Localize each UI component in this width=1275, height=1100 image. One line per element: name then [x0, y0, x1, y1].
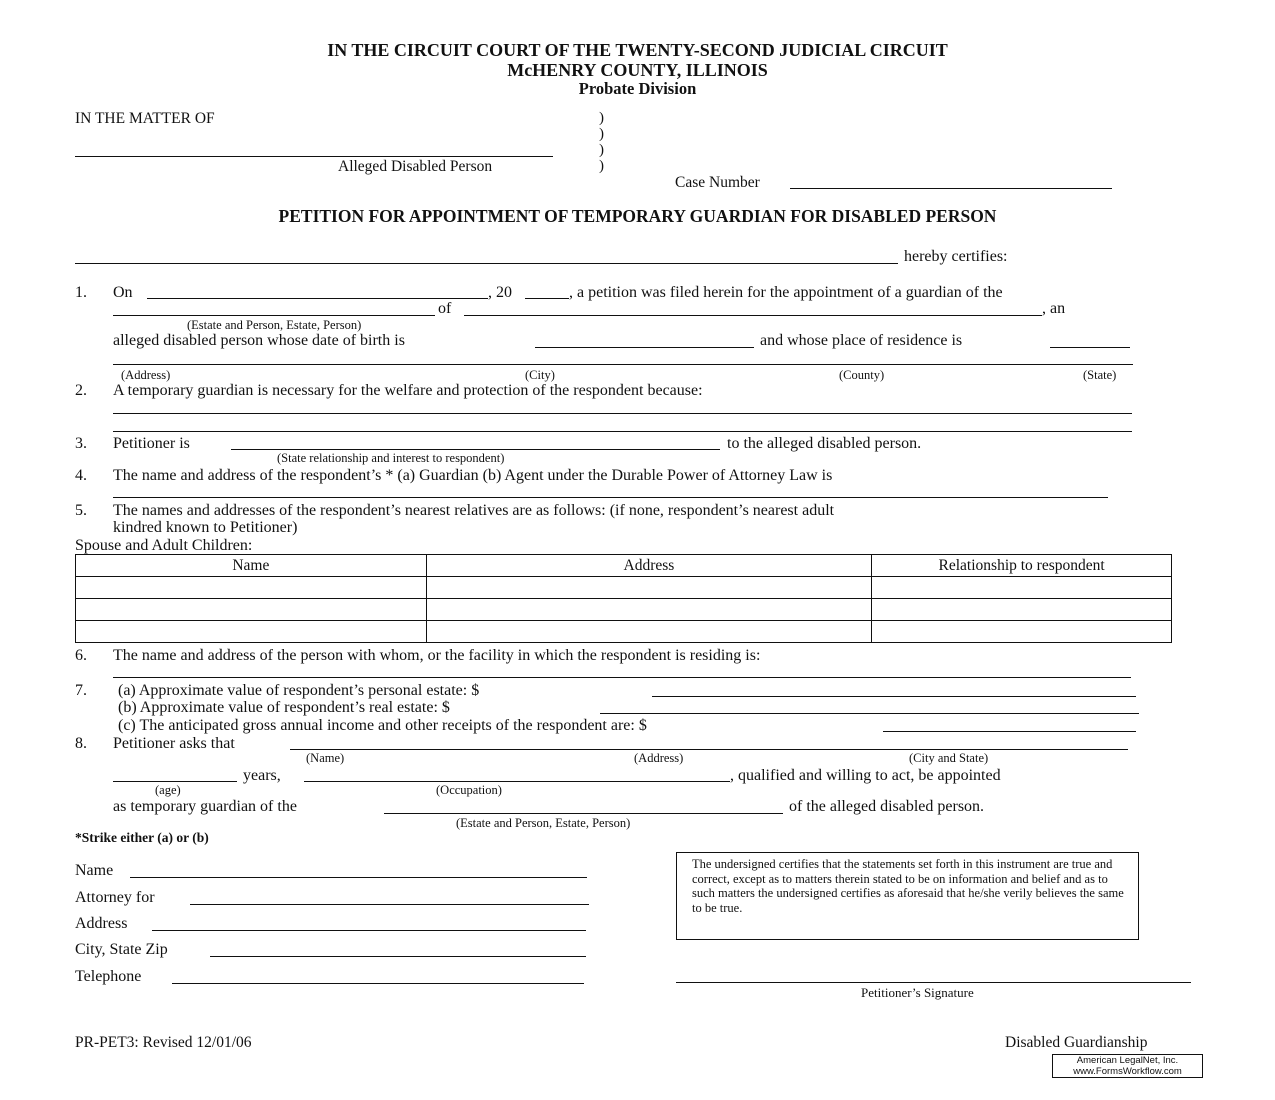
division-name: Probate Division — [578, 79, 697, 98]
filing-date-field[interactable] — [147, 298, 488, 299]
alleged-person-label: Alleged Disabled Person — [338, 158, 493, 175]
item-1-an: , an — [1042, 300, 1066, 317]
table-header-row — [76, 555, 1172, 577]
relative-relationship-cell[interactable] — [872, 621, 1172, 643]
attorney-name-label: Name — [75, 862, 114, 879]
proposed-guardian-field[interactable] — [290, 749, 1128, 750]
form-category: Disabled Guardianship — [1005, 1034, 1148, 1051]
item-2-number: 2. — [75, 382, 87, 399]
residence-facility-field[interactable] — [113, 677, 1131, 678]
signature-label: Petitioner’s Signature — [861, 985, 974, 1000]
court-name: IN THE CIRCUIT COURT OF THE TWENTY-SECOND JUDICIAL CIRCUIT — [327, 40, 948, 60]
item-6-text: The name and address of the person with whom, or the facility in which the respondent is residing is: — [113, 647, 761, 664]
years-text: years, — [243, 767, 281, 784]
state-note: (State) — [1083, 368, 1117, 382]
birth-date-text: alleged disabled person whose date of birth is — [113, 332, 405, 349]
relative-name-cell[interactable] — [76, 599, 427, 621]
item-1-text: , a petition was filed herein for the appointment of a guardian of the — [569, 284, 1003, 301]
annual-income-field[interactable] — [883, 731, 1136, 732]
estate-type-field[interactable] — [113, 315, 435, 316]
table-row — [76, 621, 1172, 643]
address-note: (Address) — [634, 751, 684, 765]
attorney-telephone-label: Telephone — [75, 968, 142, 985]
relative-address-cell[interactable] — [426, 599, 872, 621]
certifies-text: hereby certifies: — [904, 248, 1008, 265]
publisher-url: www.FormsWorkflow.com — [1073, 1065, 1182, 1077]
attorney-for-label: Attorney for — [75, 889, 155, 906]
column-header-address: Address — [426, 555, 872, 577]
necessity-reason-field[interactable] — [113, 431, 1132, 432]
personal-estate-value-field[interactable] — [652, 696, 1136, 697]
item-2-text: A temporary guardian is necessary for the welfare and protection of the respondent because: — [113, 382, 703, 399]
table-row — [76, 577, 1172, 599]
form-id: PR-PET3: Revised 12/01/06 — [75, 1034, 252, 1051]
address-note: (Address) — [121, 368, 171, 382]
county-name: McHENRY COUNTY, ILLINOIS — [507, 60, 768, 80]
spouse-children-label: Spouse and Adult Children: — [75, 537, 253, 554]
petition-title: PETITION FOR APPOINTMENT OF TEMPORARY GUARDIAN FOR DISABLED PERSON — [278, 206, 997, 226]
item-7c-text: (c) The anticipated gross annual income and other receipts of the respondent are: $ — [118, 717, 647, 734]
qualified-text: , qualified and willing to act, be appointed — [730, 767, 1001, 784]
case-number-label: Case Number — [675, 174, 760, 191]
necessity-reason-field[interactable] — [113, 413, 1132, 414]
residence-field[interactable] — [1050, 347, 1130, 348]
strike-note: *Strike either (a) or (b) — [75, 830, 209, 845]
county-note: (County) — [839, 368, 885, 382]
column-header-name: Name — [76, 555, 427, 577]
occupation-note: (Occupation) — [436, 783, 502, 797]
case-number-field[interactable] — [790, 188, 1112, 189]
item-7b-text: (b) Approximate value of respondent’s real estate: $ — [118, 699, 450, 716]
estate-type-note: (Estate and Person, Estate, Person) — [187, 318, 362, 332]
attorney-name-field[interactable] — [130, 877, 587, 878]
caption-paren: ) — [599, 158, 604, 174]
item-5-text-line1: The names and addresses of the respondent’s nearest relatives are as follows: (if none, respondent’s nearest adult — [113, 502, 835, 519]
relative-address-cell[interactable] — [426, 577, 872, 599]
estate-type-note: (Estate and Person, Estate, Person) — [456, 816, 631, 830]
petitioner-signature-field[interactable] — [676, 982, 1191, 983]
item-4-number: 4. — [75, 467, 87, 484]
item-1-on: On — [113, 284, 133, 301]
attorney-address-field[interactable] — [152, 930, 586, 931]
relative-name-cell[interactable] — [76, 621, 427, 643]
real-estate-value-field[interactable] — [600, 713, 1139, 714]
birth-date-field[interactable] — [535, 347, 754, 348]
residence-address-field[interactable] — [113, 364, 1133, 365]
attorney-address-label: Address — [75, 915, 128, 932]
item-5-text-line2: kindred known to Petitioner) — [113, 519, 298, 536]
relative-relationship-cell[interactable] — [872, 577, 1172, 599]
publisher-name: American LegalNet, Inc. — [1076, 1055, 1179, 1066]
attorney-for-field[interactable] — [190, 904, 589, 905]
guardian-age-field[interactable] — [113, 781, 237, 782]
relationship-note: (State relationship and interest to respondent) — [277, 451, 505, 465]
attorney-city-label: City, State Zip — [75, 941, 168, 958]
guardian-occupation-field[interactable] — [304, 781, 730, 782]
item-5-number: 5. — [75, 502, 87, 519]
name-note: (Name) — [306, 751, 345, 765]
caption-paren: ) — [599, 142, 604, 158]
caption-paren: ) — [599, 126, 604, 142]
of-alleged-text: of the alleged disabled person. — [789, 798, 985, 815]
caption-paren: ) — [599, 110, 604, 126]
age-note: (age) — [155, 783, 181, 797]
residence-text: and whose place of residence is — [760, 332, 963, 349]
item-6-number: 6. — [75, 647, 87, 664]
item-1-number: 1. — [75, 284, 87, 301]
relative-relationship-cell[interactable] — [872, 599, 1172, 621]
column-header-relationship: Relationship to respondent — [872, 555, 1172, 577]
item-4-text: The name and address of the respondent’s * (a) Guardian (b) Agent under the Durable Power of Attorney Law is — [113, 467, 833, 484]
item-8-asks-text: Petitioner asks that — [113, 735, 235, 752]
city-state-note: (City and State) — [909, 751, 989, 765]
guardianship-estate-field[interactable] — [384, 813, 783, 814]
attorney-city-field[interactable] — [210, 956, 586, 957]
as-temporary-text: as temporary guardian of the — [113, 798, 297, 815]
table-row — [76, 599, 1172, 621]
filing-year-field[interactable] — [525, 298, 569, 299]
relationship-field[interactable] — [231, 449, 720, 450]
item-3-number: 3. — [75, 435, 87, 452]
respondent-name-field[interactable] — [464, 315, 1042, 316]
publisher-stamp — [1052, 1054, 1203, 1078]
item-7-number: 7. — [75, 682, 87, 699]
alleged-person-name-field[interactable] — [75, 156, 553, 157]
item-1-of: of — [438, 300, 452, 317]
item-8-number: 8. — [75, 735, 87, 752]
relative-name-cell[interactable] — [76, 577, 427, 599]
petitioner-name-field[interactable] — [75, 263, 898, 264]
certification-box: The undersigned certifies that the statements set forth in this instrument are true and correct, except as to matters therein stated to be on information and belief and as to such matters the undersigned certifies as aforesaid that he/she verily believes the same to be true. — [676, 852, 1139, 940]
item-3-text: Petitioner is — [113, 435, 190, 452]
attorney-telephone-field[interactable] — [172, 983, 584, 984]
item-1-year-prefix: , 20 — [488, 284, 512, 301]
relative-address-cell[interactable] — [426, 621, 872, 643]
matter-of-label: IN THE MATTER OF — [75, 110, 215, 127]
guardian-agent-field[interactable] — [113, 497, 1108, 498]
item-7a-text: (a) Approximate value of respondent’s personal estate: $ — [118, 682, 480, 699]
relatives-table — [75, 554, 1172, 643]
city-note: (City) — [525, 368, 555, 382]
item-3-suffix: to the alleged disabled person. — [727, 435, 922, 452]
